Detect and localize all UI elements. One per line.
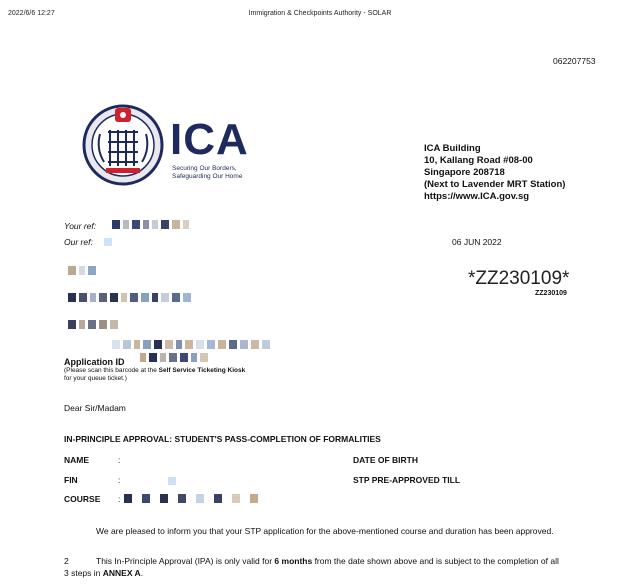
application-id-redacted xyxy=(140,353,208,362)
paragraph-2-line-1 xyxy=(96,555,559,567)
letter-heading: IN-PRINCIPLE APPROVAL: STUDENT'S PASS-COMPLETION OF FORMALITIES xyxy=(64,434,381,444)
logo-tagline-1: Securing Our Borders, xyxy=(172,165,237,172)
address-line-5: https://www.ICA.gov.sg xyxy=(424,191,530,202)
addressee-redacted-3 xyxy=(68,320,118,329)
paragraph-2-f: . xyxy=(140,568,144,578)
application-note xyxy=(64,367,245,383)
addressee-redacted-2 xyxy=(68,293,191,302)
dob-label: DATE OF BIRTH xyxy=(353,455,419,465)
application-id-label: Application ID xyxy=(64,357,125,367)
print-title: Immigration & Checkpoints Authority - SOLAR xyxy=(248,10,392,17)
address-block xyxy=(424,143,565,203)
our-ref-label: Our ref: xyxy=(64,237,93,247)
stp-label: STP PRE-APPROVED TILL xyxy=(353,475,461,485)
address-line-1: ICA Building xyxy=(424,143,481,154)
document-number: 062207753 xyxy=(553,56,596,66)
course-colon: : xyxy=(118,494,121,504)
addressee-redacted-4 xyxy=(112,340,270,349)
kiosk-name: Self Service Ticketing Kiosk xyxy=(158,367,246,374)
letter-date: 06 JUN 2022 xyxy=(452,237,502,247)
annex-reference: ANNEX A xyxy=(102,568,141,578)
our-ref-redacted xyxy=(104,238,112,246)
fin-label: FIN xyxy=(64,475,78,485)
paragraph-2-a: This In-Principle Approval (IPA) is only valid for xyxy=(96,556,275,566)
salutation: Dear Sir/Madam xyxy=(64,403,126,413)
barcode-caption: ZZ230109 xyxy=(535,290,567,297)
logo-brand: ICA xyxy=(170,115,249,164)
addressee-redacted-1 xyxy=(68,266,96,275)
address-line-4: (Next to Lavender MRT Station) xyxy=(424,179,566,190)
logo-tagline-2: Safeguarding Our Home xyxy=(172,173,243,180)
validity-period: 6 months xyxy=(274,556,313,566)
your-ref-redacted xyxy=(112,220,189,229)
paragraph-2-number: 2 xyxy=(64,556,69,566)
name-label: NAME xyxy=(64,455,90,465)
course-label: COURSE xyxy=(64,494,101,504)
print-timestamp: 2022/6/6 12:27 xyxy=(8,10,55,17)
course-redacted xyxy=(124,494,258,503)
paragraph-2-c: from the date shown above and is subject to the completion of all xyxy=(312,556,559,566)
fin-redacted xyxy=(168,477,176,485)
fin-colon: : xyxy=(118,475,121,485)
your-ref-label: Your ref: xyxy=(64,221,97,231)
barcode: *ZZ230109* xyxy=(468,268,570,289)
paragraph-2-d: 3 steps in xyxy=(64,568,103,578)
name-colon: : xyxy=(118,455,121,465)
application-note-2: for your queue ticket.) xyxy=(64,375,127,382)
paragraph-2-line-2 xyxy=(64,567,143,579)
ica-crest-icon xyxy=(82,104,164,186)
address-line-2: 10, Kallang Road #08-00 xyxy=(424,155,533,166)
paragraph-1: We are pleased to inform you that your STP application for the above-mentioned course and duration has been approved. xyxy=(96,526,554,536)
application-note-1: (Please scan this barcode at the xyxy=(64,367,159,374)
address-line-3: Singapore 208718 xyxy=(424,167,505,178)
